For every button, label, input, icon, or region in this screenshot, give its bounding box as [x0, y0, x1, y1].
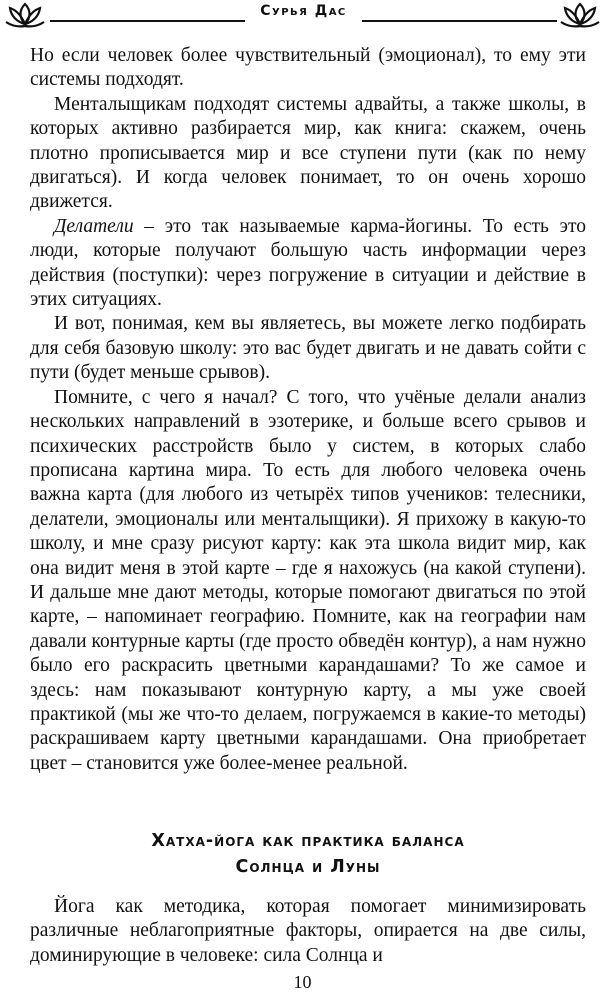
running-title: Сурья Дас [260, 3, 347, 19]
paragraph-text: – это так называемые карма-йогины. То есть это люди, которые получают большую часть информации через действия (поступки): через погружение в ситуации и действие в этих ситуациях. [30, 215, 586, 311]
section-heading-line: Солнца и Луны [235, 857, 381, 877]
paragraph: Йога как методика, которая помогает минимизировать различные неблагоприятные факторы, опирается на две силы, доминирующие в человеке: сила Солнца и [30, 896, 586, 966]
body-text [30, 44, 586, 776]
section-heading [30, 828, 586, 880]
paragraph: И вот, понимая, кем вы являетесь, вы можете легко подбирать для себя базовую школу: это вас будет двигать и не давать сойти с пути (будет меньше срывов). [30, 313, 586, 384]
paragraph [30, 215, 586, 313]
italic-term: Делатели [54, 215, 134, 237]
lotus-icon [2, 0, 48, 34]
running-header [0, 0, 605, 34]
section-heading-line: Хатха-йога как практика баланса [151, 831, 465, 851]
page-number: 10 [293, 972, 312, 992]
paragraph: Но если человек более чувствительный (эмоционал), то ему эти системы подходят. [30, 45, 586, 91]
lotus-icon [557, 0, 603, 34]
header-rule-left [50, 20, 245, 22]
paragraph: Помните, с чего я начал? С того, что учёные делали анализ нескольких направлений в эзотерике, и больше всего срывов и психических расстройств было у систем, в которых слабо прописана картина мира. То есть для любого человека очень важна карта (для любого из четырёх типов учеников: телесники, делатели, эмоционалы или менталыщики). Я прихожу в какую-то школу, и мне сразу рисуют карту: как эта школа видит мир, как она видит меня в этой карте – где я нахожусь (на какой ступени). И дальше мне дают методы, которые помогают двигаться по этой карте, – напоминает географию. Помните, как на географии нам давали контурные карты (где просто обведён контур), а нам нужно было его раскрасить цветными карандашами? То же самое и здесь: нам показывают контурную карту, а мы уже своей практикой (мы же что-то делаем, погружаемся в какие-то методы) раскрашиваем карту цветными карандашами. Она приобретает цвет – становится уже более-менее реальной. [30, 386, 586, 774]
paragraph: Менталыщикам подходят системы адвайты, а также школы, в которых активно разбирается мир, как книга: скажем, очень плотно прописывается мир и все ступени пути (как по нему двигаться). И когда человек понимает, то он очень хорошо движется. [30, 93, 586, 213]
section-body [30, 895, 586, 968]
header-rule-right [362, 20, 557, 22]
